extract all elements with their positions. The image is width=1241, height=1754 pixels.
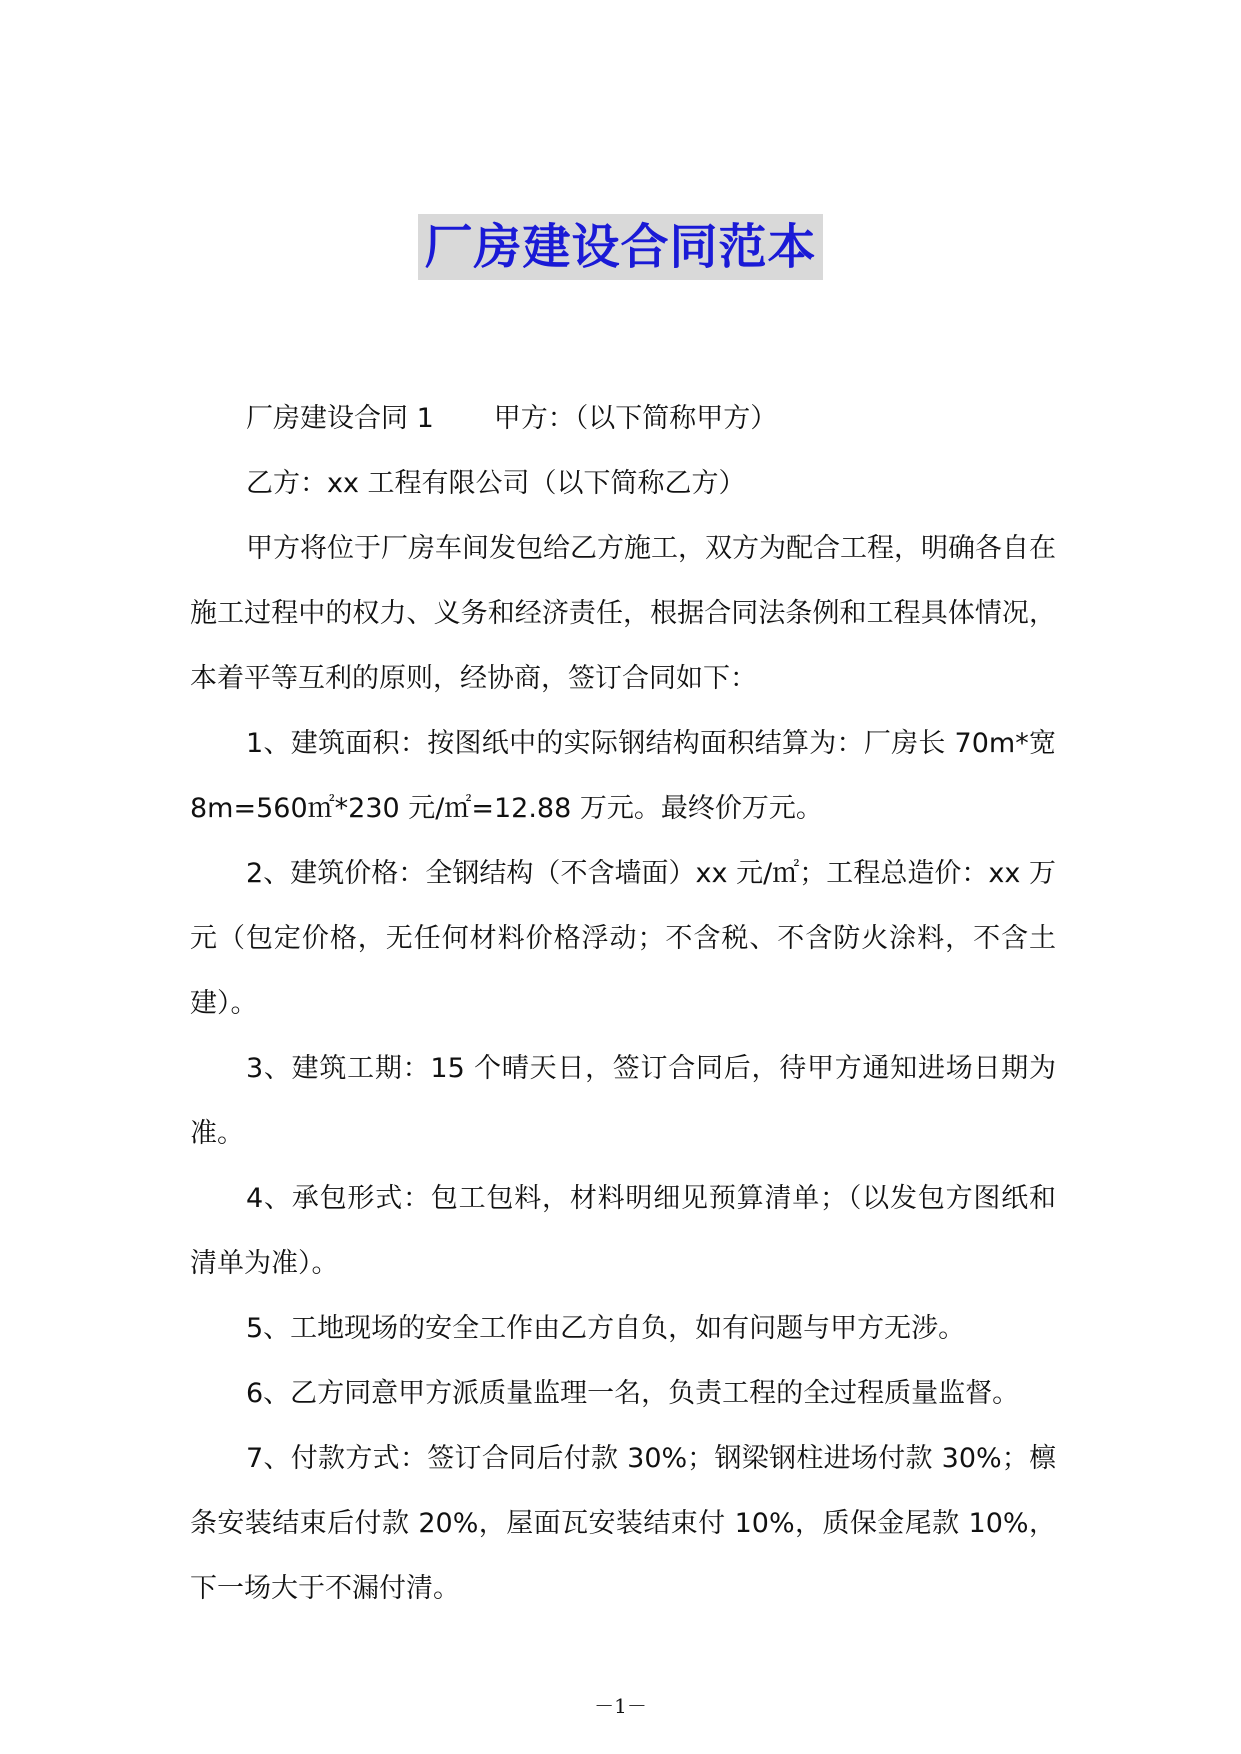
document-title: 厂房建设合同范本: [418, 214, 822, 280]
clause-5-safety: 5、工地现场的安全工作由乙方自负，如有问题与甲方无涉。: [246, 1313, 966, 1344]
clause-6-supervision: 6、乙方同意甲方派质量监理一名，负责工程的全过程质量监督。: [246, 1378, 1020, 1409]
clause-7-payment: 7、付款方式：签订合同后付款 30%；钢梁钢柱进场付款 30%；檩条安装结束后付款 20%，屋面瓦安装结束付 10%，质保金尾款 10%，下一场大于不漏付清。: [190, 1443, 1056, 1604]
page-number: －1－: [594, 1694, 647, 1718]
party-a-label: 甲方：（以下简称甲方）: [493, 403, 778, 434]
contract-number-label: 厂房建设合同 1: [246, 403, 434, 434]
clause-2-price: 2、建筑价格：全钢结构（不含墙面）xx 元/㎡；工程总造价：xx 万元（包定价格，无任何材料价格浮动；不含税、不含防火涂料，不含土建）。: [190, 858, 1056, 1019]
title-container: [0, 214, 1241, 280]
clause-1-area: 1、建筑面积：按图纸中的实际钢结构面积结算为：厂房长 70m*宽 8m=560㎡*230 元/㎡=12.88 万元。最终价万元。: [190, 728, 1056, 824]
clause-4-contract-form: 4、承包形式：包工包料，材料明细见预算清单；（以发包方图纸和清单为准）。: [190, 1183, 1056, 1279]
contract-header-line: [190, 386, 1056, 451]
paragraph-intro: 甲方将位于厂房车间发包给乙方施工，双方为配合工程，明确各自在施工过程中的权力、义务和经济责任，根据合同法条例和工程具体情况，本着平等互利的原则，经协商，签订合同如下：: [190, 533, 1056, 694]
paragraph-party-b: 乙方：xx 工程有限公司（以下简称乙方）: [246, 468, 746, 499]
clause-3-duration: 3、建筑工期：15 个晴天日，签订合同后，待甲方通知进场日期为准。: [190, 1053, 1056, 1149]
document-body: [190, 386, 1056, 1621]
